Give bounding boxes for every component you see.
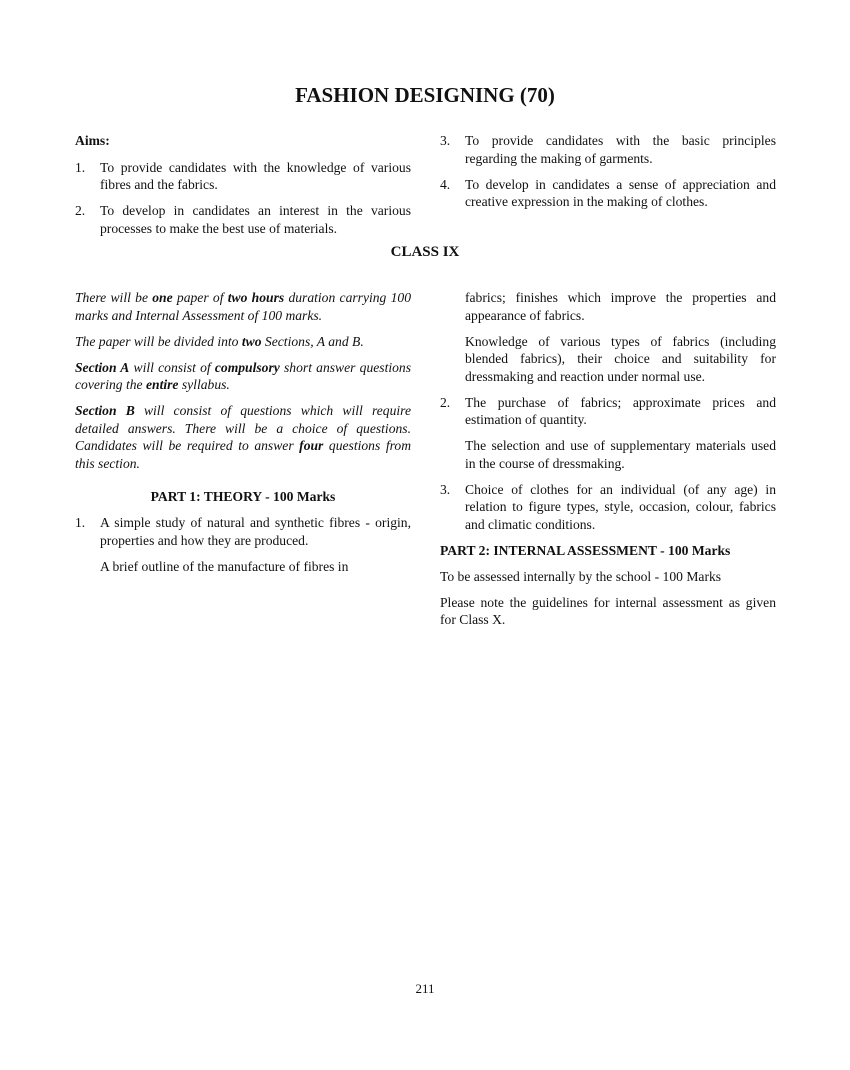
part1-item-number: 1.: [75, 515, 86, 530]
aims-left-column: [75, 132, 411, 246]
part1-item-1-subtext-2: Knowledge of various types of fabrics (including blended fabrics), their choice and suitability for dressmaking and reaction under normal use.: [465, 333, 776, 384]
intro-text: syllabus.: [178, 377, 230, 392]
intro-paragraph-2: [75, 333, 411, 351]
intro-paragraph-4: [75, 402, 411, 472]
intro-text: questions from this section.: [75, 438, 412, 471]
part1-item-text: A simple study of natural and synthetic fibres - origin, properties and how they are produced.: [100, 515, 411, 548]
part1-item-number: 2.: [440, 394, 451, 410]
part2-heading: PART 2: INTERNAL ASSESSMENT - 100 Marks: [440, 542, 731, 558]
intro-text: There will be: [75, 290, 153, 305]
aims-item-text: To develop in candidates a sense of appreciation and creative expression in the making of clothes.: [465, 176, 776, 209]
aims-item-2: [75, 202, 411, 237]
intro-emphasis: four: [299, 438, 324, 453]
page-title: FASHION DESIGNING (70): [295, 83, 555, 107]
intro-emphasis: entire: [145, 377, 179, 392]
aims-item-3: [440, 132, 776, 167]
part1-item-1-subtext: A brief outline of the manufacture of fibres in: [100, 558, 349, 574]
part2-paragraph-1: To be assessed internally by the school - 100 Marks: [440, 568, 722, 584]
aims-item-number: 3.: [440, 133, 451, 148]
intro-text: Sections, A and B.: [261, 333, 364, 349]
intro-emphasis: two hours: [227, 290, 285, 305]
part1-item-2-subtext: The selection and use of supplementary materials used in the course of dressmaking.: [465, 438, 776, 471]
aims-heading: Aims:: [75, 133, 110, 148]
part1-item-1-continued: fabrics; finishes which improve the properties and appearance of fabrics.: [465, 290, 776, 323]
aims-item-number: 1.: [75, 159, 86, 175]
part1-item-2: [440, 394, 776, 429]
part1-item-text: Choice of clothes for an individual (of any age) in relation to figure types, style, occasion, colour, fabrics and climatic conditions.: [465, 481, 776, 532]
part1-item-text: The purchase of fabrics; approximate prices and estimation of quantity.: [465, 394, 776, 427]
aims-right-column: [440, 132, 776, 219]
class-right-column: [440, 289, 776, 637]
class-heading: CLASS IX: [390, 244, 460, 260]
aims-item-1: [75, 159, 411, 194]
intro-emphasis: Section A: [75, 359, 130, 375]
intro-text: duration carrying 100 marks and Internal Assessment of 100 marks.: [75, 290, 412, 323]
intro-paragraph-1: [75, 289, 411, 324]
aims-item-text: To provide candidates with the basic principles regarding the making of garments.: [465, 133, 776, 166]
intro-text: will consist of: [129, 359, 215, 375]
intro-emphasis: one: [152, 290, 173, 305]
aims-item-text: To provide candidates with the knowledge of various fibres and the fabrics.: [100, 159, 411, 192]
intro-text: paper of: [172, 290, 228, 305]
page-number: 211: [415, 981, 435, 996]
class-left-column: [75, 289, 411, 584]
aims-item-text: To develop in candidates an interest in the various processes to make the best use of materials.: [100, 203, 411, 236]
part1-heading: PART 1: THEORY - 100 Marks: [150, 489, 336, 504]
aims-item-number: 2.: [75, 203, 86, 218]
intro-emphasis: compulsory: [214, 359, 280, 375]
aims-item-number: 4.: [440, 176, 451, 192]
part1-item-number: 3.: [440, 481, 451, 497]
part1-item-3: [440, 481, 776, 534]
intro-text: The paper will be divided into: [75, 333, 242, 349]
aims-item-4: [440, 176, 776, 211]
intro-paragraph-3: [75, 359, 411, 394]
intro-emphasis: Section B: [75, 403, 135, 418]
intro-emphasis: two: [241, 333, 262, 349]
intro-text: short answer questions covering the: [75, 359, 412, 392]
part1-item-1: [75, 514, 411, 549]
part2-paragraph-2: Please note the guidelines for internal assessment as given for Class X.: [440, 594, 776, 627]
intro-text: will consist of questions which will require detailed answers. There will be a choice of questions. Candidates will be required to answer: [75, 403, 411, 453]
